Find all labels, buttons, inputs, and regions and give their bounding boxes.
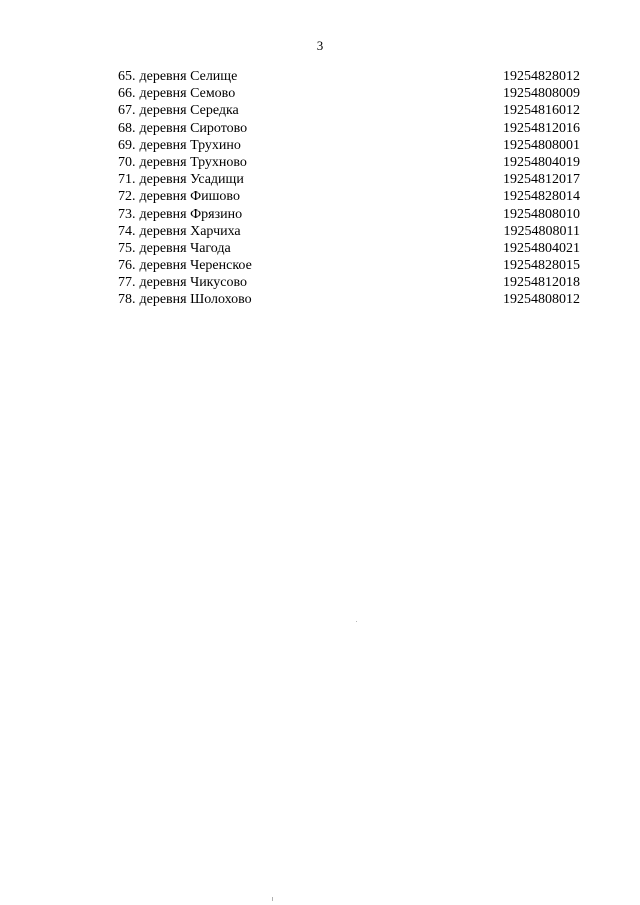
settlement-label [118, 257, 252, 274]
item-number: 72. [118, 189, 136, 205]
settlement-code: 19254808001 [503, 137, 580, 153]
settlement-code: 19254804021 [503, 240, 580, 256]
settlement-label [118, 68, 237, 85]
settlement-name: деревня Харчиха [139, 223, 241, 239]
settlement-code: 19254808011 [503, 223, 580, 239]
item-number: 78. [118, 292, 136, 308]
settlement-name: деревня Селище [139, 69, 238, 84]
list-item [118, 137, 580, 154]
settlement-code: 19254808010 [503, 206, 580, 222]
list-item [118, 188, 580, 205]
settlement-name: деревня Черенское [139, 258, 252, 274]
settlement-name: деревня Фишово [139, 189, 240, 205]
item-number: 73. [118, 206, 136, 222]
item-number: 74. [118, 223, 136, 239]
settlement-list [118, 68, 580, 309]
settlement-label [118, 240, 231, 257]
settlement-code: 19254816012 [503, 103, 580, 119]
item-number: 76. [118, 258, 136, 274]
settlement-code: 19254828015 [503, 258, 580, 274]
settlement-label [118, 223, 241, 240]
item-number: 67. [118, 103, 136, 119]
settlement-label [118, 274, 247, 291]
settlement-name: деревня Семово [139, 86, 236, 102]
settlement-label [118, 102, 239, 119]
settlement-name: деревня Шолохово [139, 292, 252, 308]
settlement-name: деревня Чагода [139, 240, 231, 256]
scan-tick-mark [272, 897, 273, 901]
item-number: 75. [118, 240, 136, 256]
item-number: 68. [118, 120, 136, 136]
settlement-label [118, 188, 240, 205]
settlement-code: 19254808009 [503, 86, 580, 102]
settlement-code: 19254804019 [503, 154, 580, 170]
item-number: 69. [118, 137, 136, 153]
item-number: 66. [118, 86, 136, 102]
settlement-label [118, 291, 252, 308]
settlement-name: деревня Сиротово [139, 120, 248, 136]
list-item [118, 85, 580, 102]
settlement-code: 19254812017 [503, 172, 580, 188]
item-number: 70. [118, 154, 136, 170]
settlement-name: деревня Чикусово [139, 275, 248, 291]
settlement-name: деревня Трухново [139, 154, 247, 170]
list-item [118, 257, 580, 274]
list-item [118, 102, 580, 119]
item-number: 71. [118, 172, 136, 188]
list-item [118, 206, 580, 223]
item-number: 65. [118, 69, 136, 84]
page-number: 3 [316, 38, 324, 53]
list-item [118, 120, 580, 137]
settlement-code: 19254828012 [503, 69, 580, 84]
settlement-label [118, 120, 247, 137]
settlement-label [118, 171, 244, 188]
settlement-label [118, 206, 242, 223]
settlement-name: деревня Середка [139, 103, 239, 119]
settlement-code: 19254828014 [503, 189, 580, 205]
list-item [118, 291, 580, 308]
settlement-label [118, 85, 235, 102]
settlement-code: 19254812018 [503, 275, 580, 291]
settlement-name: деревня Трухино [139, 137, 241, 153]
list-item [118, 240, 580, 257]
list-item [118, 223, 580, 240]
settlement-label [118, 137, 241, 154]
settlement-name: деревня Усадищи [139, 172, 244, 188]
list-item [118, 68, 580, 85]
list-item [118, 171, 580, 188]
scan-speck [356, 621, 357, 622]
list-item [118, 274, 580, 291]
item-number: 77. [118, 275, 136, 291]
settlement-code: 19254808012 [503, 292, 580, 308]
settlement-label [118, 154, 247, 171]
settlement-code: 19254812016 [503, 120, 580, 136]
settlement-name: деревня Фрязино [139, 206, 243, 222]
list-item [118, 154, 580, 171]
